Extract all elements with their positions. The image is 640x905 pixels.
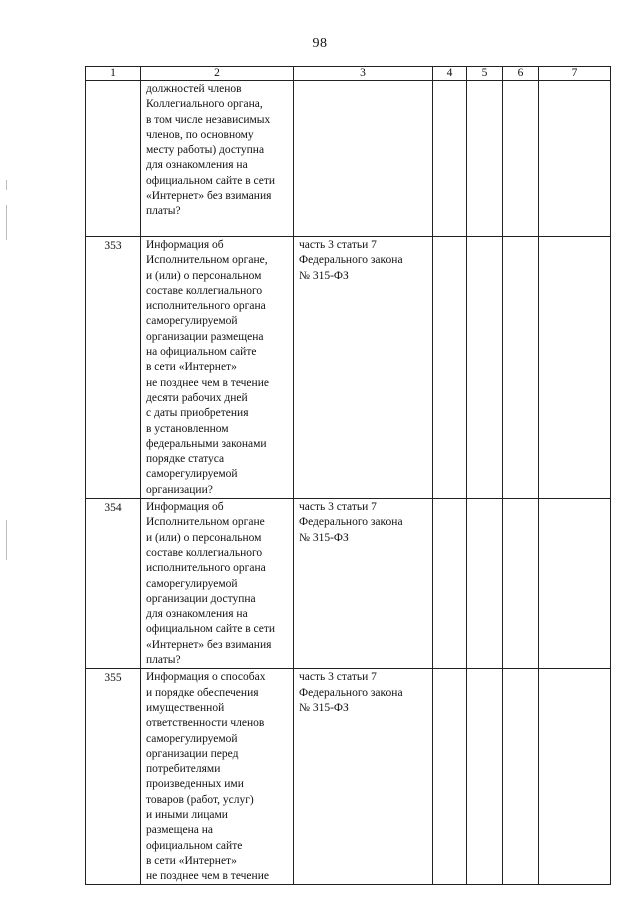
requirement-line: организации? [146, 483, 213, 496]
legal-basis-line: № 315-ФЗ [299, 701, 349, 714]
requirement-line: саморегулируемой [146, 732, 238, 745]
requirement-cell [141, 669, 294, 885]
answer-cell [467, 669, 503, 885]
legal-basis-cell [294, 499, 433, 669]
answer-cell [467, 237, 503, 499]
requirement-line: «Интернет» без взимания [146, 190, 272, 203]
requirement-line: в сети «Интернет» [146, 361, 237, 374]
requirement-line: Исполнительном органе, [146, 254, 268, 267]
requirement-line: организации размещена [146, 330, 264, 343]
column-header: 6 [503, 67, 539, 81]
row-number-cell: 353 [86, 237, 141, 499]
requirement-line: членов, по основному [146, 128, 254, 141]
note-cell [539, 237, 611, 499]
requirement-line: официальном сайте [146, 839, 243, 852]
requirement-line: «Интернет» без взимания [146, 638, 272, 651]
scan-margin-mark [6, 205, 7, 240]
answer-cell [467, 499, 503, 669]
requirement-line: потребителями [146, 763, 221, 776]
note-cell [539, 669, 611, 885]
requirement-line: Информация об [146, 501, 224, 514]
legal-basis-line: часть 3 статьи 7 [299, 671, 377, 684]
column-header: 2 [141, 67, 294, 81]
requirement-line: платы? [146, 205, 181, 218]
legal-basis-line: № 315-ФЗ [299, 269, 349, 282]
requirement-line: десяти рабочих дней [146, 391, 248, 404]
requirement-line: с даты приобретения [146, 407, 249, 420]
legal-basis-line: часть 3 статьи 7 [299, 239, 377, 251]
note-cell [539, 81, 611, 237]
requirement-line: месту работы) доступна [146, 144, 265, 157]
row-number-cell: 354 [86, 499, 141, 669]
requirement-line: составе коллегиального [146, 284, 263, 297]
requirement-line: и порядке обеспечения [146, 686, 259, 699]
scan-margin-mark [6, 520, 7, 560]
column-header: 7 [539, 67, 611, 81]
requirement-line: ответственности членов [146, 717, 265, 730]
requirement-line: официальном сайте в сети [146, 623, 276, 636]
answer-cell [503, 499, 539, 669]
answer-cell [503, 669, 539, 885]
requirement-line: в сети «Интернет» [146, 854, 237, 867]
scan-margin-mark [6, 180, 7, 190]
requirement-line: имущественной [146, 701, 225, 714]
answer-cell [433, 237, 467, 499]
answer-cell [433, 81, 467, 237]
note-cell [539, 499, 611, 669]
requirement-line: составе коллегиального [146, 546, 263, 559]
answer-cell [433, 499, 467, 669]
requirement-line: в том числе независимых [146, 113, 271, 126]
legal-basis-cell [294, 81, 433, 237]
checklist-table [85, 66, 611, 885]
requirement-line: не позднее чем в течение [146, 376, 269, 389]
legal-basis-line: Федерального закона [299, 254, 403, 267]
requirement-line: в установленном [146, 422, 229, 435]
requirement-line: федеральными законами [146, 437, 267, 450]
requirement-line: официальном сайте в сети [146, 174, 276, 187]
answer-cell [503, 237, 539, 499]
requirement-line: саморегулируемой [146, 315, 238, 328]
requirement-line: не позднее чем в течение [146, 870, 269, 883]
requirement-cell [141, 499, 294, 669]
answer-cell [433, 669, 467, 885]
requirement-cell [141, 81, 294, 237]
requirement-line: исполнительного органа [146, 300, 266, 313]
table-row [86, 669, 611, 885]
legal-basis-line: часть 3 статьи 7 [299, 501, 377, 514]
column-header: 1 [86, 67, 141, 81]
requirement-line: и иными лицами [146, 808, 228, 821]
answer-cell [503, 81, 539, 237]
requirement-line: для ознакомления на [146, 159, 248, 172]
requirement-line: произведенных ими [146, 778, 244, 791]
requirement-line: на официальном сайте [146, 346, 257, 359]
column-header: 5 [467, 67, 503, 81]
table-row [86, 237, 611, 499]
requirement-line: саморегулируемой [146, 468, 238, 481]
requirement-line: организации доступна [146, 592, 256, 605]
table-row [86, 499, 611, 669]
requirement-line: Коллегиального органа, [146, 98, 263, 111]
table-row [86, 81, 611, 237]
requirement-cell [141, 237, 294, 499]
row-number-cell: 355 [86, 669, 141, 885]
legal-basis-line: Федерального закона [299, 516, 403, 529]
checklist-table-wrapper [85, 66, 611, 885]
requirement-line: должностей членов [146, 83, 242, 95]
requirement-line: саморегулируемой [146, 577, 238, 590]
requirement-line: Информация об [146, 239, 224, 251]
requirement-line: Информация о способах [146, 671, 266, 684]
answer-cell [467, 81, 503, 237]
requirement-line: размещена на [146, 824, 213, 837]
requirement-line: товаров (работ, услуг) [146, 793, 254, 806]
requirement-line: организации перед [146, 747, 239, 760]
page-number: 98 [312, 36, 328, 51]
legal-basis-cell [294, 669, 433, 885]
requirement-line: для ознакомления на [146, 608, 248, 621]
requirement-line: исполнительного органа [146, 562, 266, 575]
legal-basis-line: Федерального закона [299, 686, 403, 699]
legal-basis-line: № 315-ФЗ [299, 531, 349, 544]
requirement-line: Исполнительном органе [146, 516, 265, 529]
row-number-cell [86, 81, 141, 237]
requirement-line: и (или) о персональном [146, 531, 262, 544]
column-number-row [86, 67, 611, 81]
requirement-line: платы? [146, 654, 181, 667]
legal-basis-cell [294, 237, 433, 499]
column-header: 4 [433, 67, 467, 81]
column-header: 3 [294, 67, 433, 81]
requirement-line: и (или) о персональном [146, 269, 262, 282]
requirement-line: порядке статуса [146, 453, 225, 466]
